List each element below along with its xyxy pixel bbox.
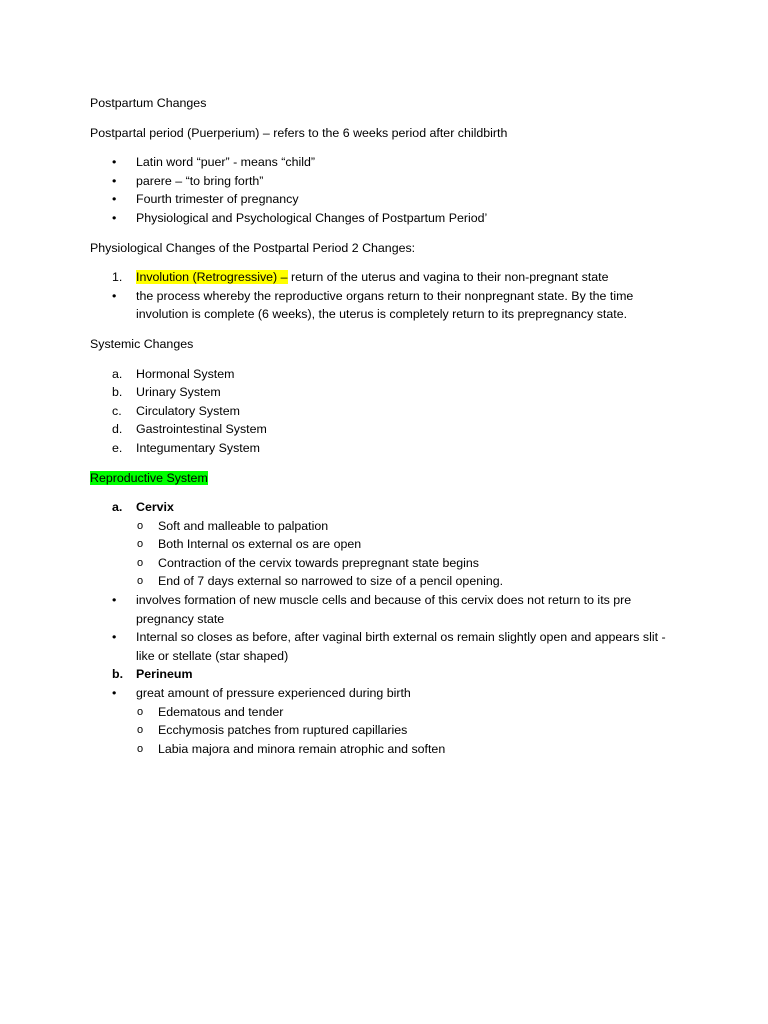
list-item-text: Contraction of the cervix towards prepregnant state begins [158, 555, 479, 570]
list-item [90, 721, 690, 740]
bullet-marker: • [112, 288, 117, 303]
reproductive-heading [90, 469, 690, 488]
involution-item [90, 268, 690, 287]
list-item-text: Ecchymosis patches from ruptured capillaries [158, 723, 408, 738]
circle-marker: o [137, 538, 144, 551]
list-item-text: Circulatory System [136, 403, 240, 418]
cervix-label: Cervix [136, 500, 174, 515]
list-item-text: Both Internal os external os are open [158, 537, 362, 552]
list-item-text: Edematous and tender [158, 704, 284, 719]
letter-marker: e. [112, 440, 123, 455]
involution-text: return of the uterus and vagina to their non-pregnant state [287, 270, 609, 285]
intro-paragraph: Postpartal period (Puerperium) – refers to the 6 weeks period after childbirth [90, 125, 508, 140]
cervix-bullet-2-line-1: Internal so closes as before, after vaginal birth external os remain slightly open and appears slit - [136, 630, 666, 645]
perineum-item [90, 665, 690, 684]
list-item-text: Soft and malleable to palpation [158, 518, 329, 533]
list-item [90, 153, 690, 172]
letter-marker: b. [112, 667, 124, 682]
perineum-bullet [90, 684, 690, 703]
circle-marker: o [137, 519, 144, 532]
reproductive-heading-text: Reproductive System [90, 470, 208, 485]
letter-marker: a. [112, 366, 123, 381]
involution-detail-line-1: the process whereby the reproductive organs return to their nonpregnant state. By the time [136, 288, 634, 303]
circle-marker: o [137, 742, 144, 755]
list-item [90, 402, 690, 421]
perineum-label: Perineum [136, 667, 193, 682]
list-item [90, 572, 690, 591]
list-item [90, 209, 690, 228]
list-item-text: Integumentary System [136, 440, 260, 455]
bullet-marker: • [112, 173, 117, 188]
bullet-marker: • [112, 686, 117, 701]
list-item-text: Fourth trimester of pregnancy [136, 192, 299, 207]
list-item-text: Hormonal System [136, 366, 235, 381]
cervix-bullet-2 [90, 628, 690, 665]
list-item [90, 535, 690, 554]
intro-bullet-list [90, 153, 690, 227]
circle-marker: o [137, 705, 144, 718]
involution-detail-bullet [90, 287, 690, 324]
involution-detail-line-2: involution is complete (6 weeks), the uterus is completely return to its prepregnancy state. [136, 307, 628, 322]
reproductive-list [90, 498, 690, 758]
bullet-marker: • [112, 192, 117, 207]
bullet-marker: • [112, 210, 117, 225]
bullet-marker: • [112, 593, 117, 608]
bullet-marker: • [112, 155, 117, 170]
list-item [90, 703, 690, 722]
letter-marker: a. [112, 500, 123, 515]
letter-marker: b. [112, 385, 123, 400]
list-item [90, 740, 690, 759]
list-item-text: Labia majora and minora remain atrophic and soften [158, 741, 446, 756]
list-item [90, 439, 690, 458]
bullet-marker: • [112, 630, 117, 645]
cervix-bullet-1-line-1: involves formation of new muscle cells and because of this cervix does not return to its pre [136, 593, 632, 608]
list-item [90, 420, 690, 439]
physiological-heading: Physiological Changes of the Postpartal Period 2 Changes: [90, 240, 416, 255]
list-item [90, 383, 690, 402]
involution-section [90, 268, 690, 324]
list-item-text: Urinary System [136, 385, 221, 400]
circle-marker: o [137, 556, 144, 569]
cervix-item [90, 498, 690, 517]
letter-marker: c. [112, 403, 122, 418]
cervix-bullet-2-line-2: like or stellate (star shaped) [136, 648, 289, 663]
document-title: Postpartum Changes [90, 96, 207, 110]
list-item [90, 517, 690, 536]
list-item [90, 554, 690, 573]
circle-marker: o [137, 724, 144, 737]
circle-marker: o [137, 575, 144, 588]
list-item [90, 190, 690, 209]
systemic-list [90, 365, 690, 458]
list-item-text: great amount of pressure experienced during birth [136, 686, 411, 701]
cervix-bullet-1-line-2: pregnancy state [136, 611, 225, 626]
systemic-heading: Systemic Changes [90, 336, 194, 351]
involution-highlight: Involution (Retrogressive) – [136, 270, 288, 285]
list-item [90, 172, 690, 191]
cervix-bullet-1 [90, 591, 690, 628]
list-item [90, 365, 690, 384]
list-item-text: Physiological and Psychological Changes of Postpartum Period’ [136, 210, 488, 225]
letter-marker: d. [112, 422, 123, 437]
list-item-text: End of 7 days external so narrowed to size of a pencil opening. [158, 574, 504, 589]
document-page [90, 94, 690, 758]
list-item-text: parere – “to bring forth” [136, 173, 264, 188]
list-item-text: Gastrointestinal System [136, 422, 267, 437]
list-item-text: Latin word “puer” - means “child” [136, 155, 316, 170]
number-marker: 1. [112, 270, 123, 285]
